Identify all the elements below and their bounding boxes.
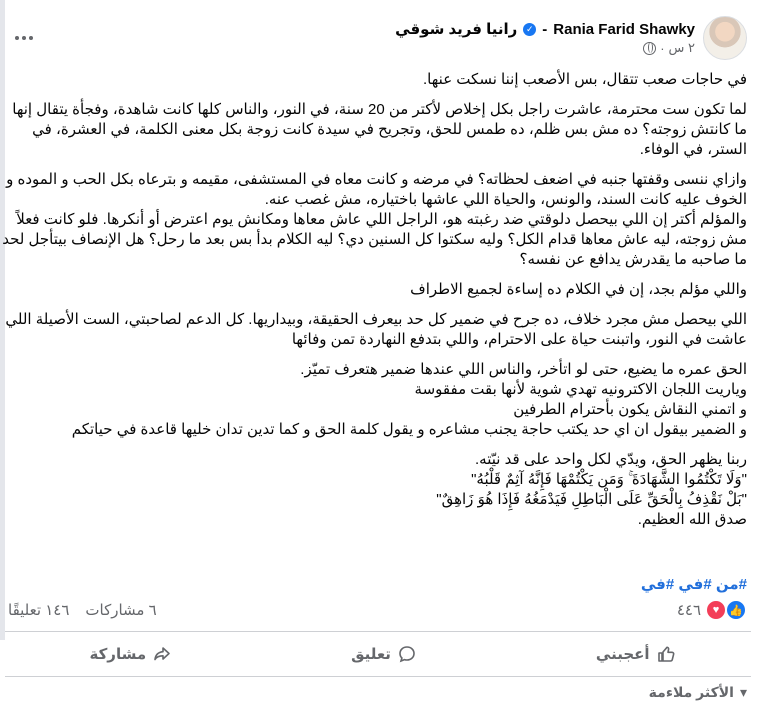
thumb-up-icon	[656, 644, 676, 664]
author-line	[395, 20, 695, 38]
comment-label: تعليق	[351, 646, 391, 663]
post-body	[0, 70, 747, 540]
avatar[interactable]	[703, 16, 747, 60]
separator-dot: ·	[660, 40, 665, 56]
post-header	[395, 16, 747, 60]
post-stats	[0, 596, 747, 624]
divider	[5, 631, 751, 632]
chevron-down-icon: ▾	[739, 684, 747, 700]
comment-icon	[397, 644, 417, 664]
dot-icon	[22, 36, 26, 40]
engagement-counts	[8, 601, 157, 619]
post-paragraph-7: ربنا يظهر الحق، ويدّي لكل واحد على قد نيّته. "وَلَا تَكْتُمُوا الشَّهَادَةَ ۚ وَمَن يَكْتُمْهَا فَإِنَّهُ آثِمٌ قَلْبُهُ" "بَلْ نَقْذِفُ بِالْحَقِّ عَلَى الْبَاطِلِ فَيَدْمَغُهُ فَإِذَا هُوَ زَاهِقٌ" صدق الله العظيم.	[436, 451, 747, 528]
globe-icon[interactable]	[643, 42, 656, 55]
post-time[interactable]: ٢ س	[668, 40, 695, 55]
share-icon	[152, 644, 172, 664]
comments-count[interactable]: ١٤٦ تعليقًا	[8, 602, 70, 619]
sort-label: الأكثر ملاءمة	[648, 684, 734, 700]
divider	[5, 676, 751, 677]
post-meta	[395, 40, 695, 56]
share-label: مشاركة	[89, 646, 147, 663]
post-paragraph-4: واللي مؤلم بجد، إن في الكلام ده إساءة لجميع الاطراف	[410, 281, 747, 298]
post-paragraph-6: الحق عمره ما يضيع، حتى لو اتأخر، والناس اللي عندها ضمير هتعرف تميّز. وياريت اللجان الاكترونيه تهدي شوية لأنها بقت مفقوسة و اتمني النقاش يكون بأحترام الطرفين و الضمير بيقول ان اي حد يكتب حاجة يجنب مشاعره و يقول كلمة الحق و كما تدين تدان خليها قاعدة في حياتكم	[71, 361, 747, 438]
post-paragraph-3: وازاي ننسى وقفتها جنبه في اضعف لحظاته؟ في مرضه و كانت معاه في المستشفى، مقيمه و بترعاه بكل الحب و الموده و الخوف عليه كانت السند، والونس، والحياة اللي عاشها باختياره، مش غصب عنه. والمؤلم أكتر إن اللي بيحصل دلوقتي ضد رغبته هو، الراجل اللي عاش معاها ومكانش يوم اعترض أو أنكرها. فلو كانت فعلاً مش زوجته، ليه عاش معاها قدام الكل؟ وليه سكتوا كل السنين دي؟ ليه الكلام بدأ بس بعد ما رحل؟ هل الإنصاف بيتأجل لحد ما صاحبه ما يقدرش يدافع عن نفسه؟	[2, 171, 747, 268]
author-name-ar[interactable]: رانيا فريد شوقي	[395, 21, 518, 38]
post-paragraph-5: اللي بيحصل مش مجرد خلاف، ده جرح في ضمير كل حد بيعرف الحقيقة، وبيداريها. كل الدعم لصاحبتي، الست الأصيلة اللي عاشت في النور، واتبنت حياة على الاحترام، واللي بتدفع النهاردة تمن وفائها	[5, 311, 747, 348]
reactions-summary[interactable]	[677, 599, 747, 621]
like-reaction-icon: 👍	[725, 599, 747, 621]
header-text	[395, 16, 695, 56]
shares-count[interactable]: ٦ مشاركات	[85, 602, 157, 619]
verified-badge-icon: ✓	[523, 23, 536, 36]
dot-icon	[15, 36, 19, 40]
dot-icon	[29, 36, 33, 40]
post-actions	[0, 638, 765, 670]
more-options-button[interactable]	[12, 28, 36, 48]
post-paragraph-1: في حاجات صعب تتقال، بس الأصعب إننا نسكت عنها.	[423, 71, 747, 88]
author-separator: -	[542, 20, 548, 38]
like-label: أعجبني	[595, 646, 650, 663]
post-paragraph-2: لما تكون ست محترمة، عاشرت راجل بكل إخلاص لأكتر من 20 سنة، في النور، والناس كلها كانت شاهدة، وفجأة يتقال إنها ما كانتش زوجته؟ ده مش بس ظلم، ده طمس للحق، وتجريح في سيدة كانت زوجة بكل معنى الكلمة، في العشرة، في الستر، في الوفاء.	[12, 101, 747, 158]
author-name-en[interactable]: Rania Farid Shawky	[553, 20, 695, 38]
comment-button[interactable]	[333, 644, 435, 664]
hashtags[interactable]: #من #في #في	[640, 576, 747, 593]
comment-sort-dropdown[interactable]	[649, 684, 747, 701]
share-button[interactable]	[71, 644, 190, 664]
love-reaction-icon: ♥	[705, 599, 727, 621]
like-button[interactable]	[578, 644, 694, 664]
reactions-count[interactable]: ٤٤٦	[676, 602, 701, 619]
